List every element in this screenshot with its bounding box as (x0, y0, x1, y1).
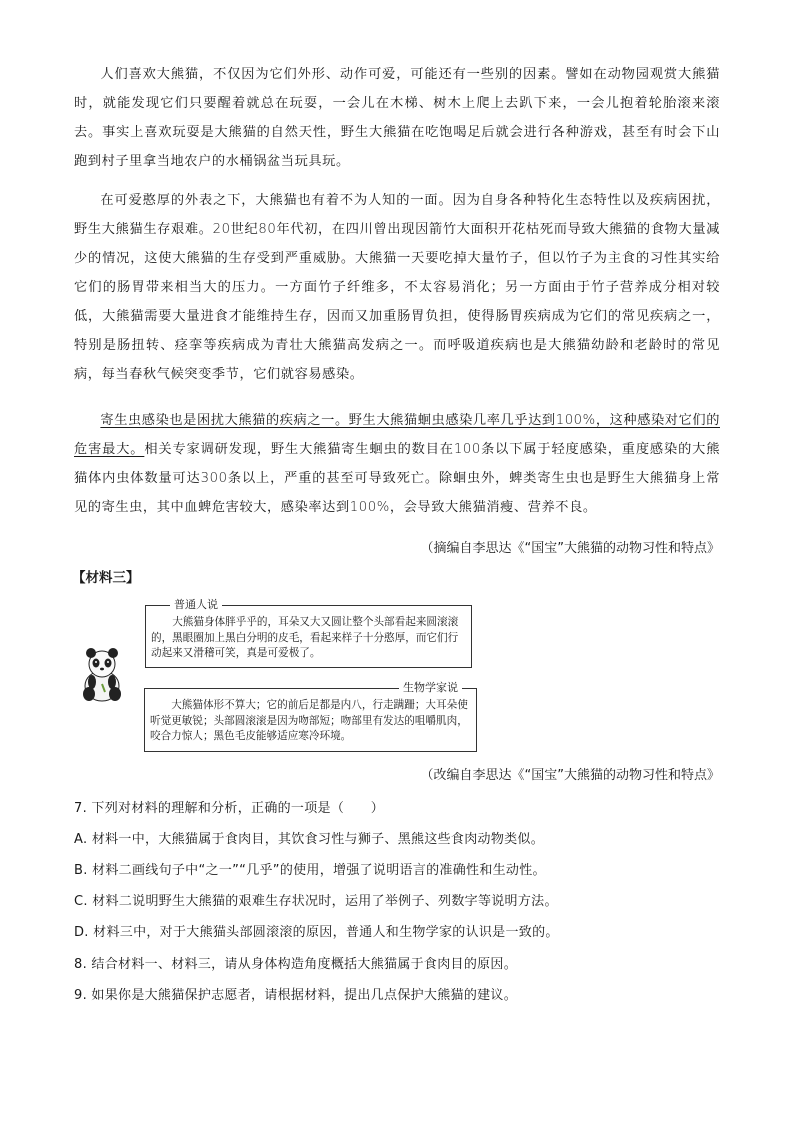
option-b: B. 材料二画线句子中“之一”“几乎”的使用，增强了说明语言的准确性和生动性。 (74, 863, 546, 878)
biologist-box (144, 681, 477, 752)
common-people-label: 普通人说 (170, 597, 222, 613)
option-c: C. 材料二说明野生大熊猫的艰难生存状况时，运用了举例子、列数字等说明方法。 (74, 894, 558, 909)
common-people-text: 大熊猫身体胖乎乎的，耳朵又大又圆让整个头部看起来圆滚滚的，黑眼圈加上黑白分明的皮毛，看起来样子十分憨厚，而它们行动起来又滑稽可笑，真是可爱极了。 (151, 616, 459, 659)
option-d: D. 材料三中，对于大熊猫头部圆滚滚的原因，普通人和生物学家的认识是一致的。 (74, 925, 559, 940)
biologist-text: 大熊猫体形不算大；它的前后足都是内八，行走蹒跚；大耳朵使听觉更敏锐；头部圆滚滚是因为吻部短；吻部里有发达的咀嚼肌肉，咬合力惊人；黑色毛皮能够适应寒冷环境。 (150, 699, 468, 742)
question-8: 8. 结合材料一、材料三，请从身体构造角度概括大熊猫属于食肉目的原因。 (74, 957, 518, 972)
question-7: 7. 下列对材料的理解和分析，正确的一项是（ ） (74, 801, 385, 816)
material3-heading: 【材料三】 (72, 570, 140, 586)
material2-paragraph-3 (74, 406, 720, 522)
underlined-sentence: 寄生虫感染也是困扰大熊猫的疾病之一。野生大熊猫蛔虫感染几率几乎达到100%，这种感染对它们的危害最大。 (74, 413, 720, 457)
biologist-label: 生物学家说 (399, 680, 462, 696)
material2-source: （摘编自李思达《“国宝”大熊猫的动物习性和特点》 (420, 541, 720, 556)
material2-paragraph-2: 在可爱憨厚的外表之下，大熊猫也有着不为人知的一面。因为自身各种特化生态特性以及疾病困扰，野生大熊猫生存艰难。20世纪80年代初，在四川曾出现因箭竹大面积开花枯死而导致大熊猫的食物大量减少的情况，这使大熊猫的生存受到严重威胁。大熊猫一天要吃掉大量竹子，但以竹子为主食的习性其实给它们的肠胃带来相当大的压力。一方面竹子纤维多，不太容易消化；另一方面由于竹子营养成分相对较低，大熊猫需要大量进食才能维持生存，因而又加重肠胃负担，使得肠胃疾病成为它们的常见疾病之一，特别是肠扭转、痉挛等疾病成为青壮大熊猫高发病之一。而呼吸道疾病也是大熊猫幼龄和老龄时的常见病，每当春秋气候突变季节，它们就容易感染。 (74, 193, 720, 382)
option-a: A. 材料一中，大熊猫属于食肉目，其饮食习性与狮子、黑熊这些食肉动物类似。 (74, 832, 545, 847)
question-9: 9. 如果你是大熊猫保护志愿者，请根据材料，提出几点保护大熊猫的建议。 (74, 988, 518, 1003)
material2-paragraph-1: 人们喜欢大熊猫，不仅因为它们外形、动作可爱，可能还有一些别的因素。譬如在动物园观赏大熊猫时，就能发现它们只要醒着就总在玩耍，一会儿在木梯、树木上爬上去趴下来，一会儿抱着轮胎滚来滚去。事实上喜欢玩耍是大熊猫的自然天性，野生大熊猫在吃饱喝足后就会进行各种游戏，甚至有时会下山跑到村子里拿当地农户的水桶锅盆当玩具玩。 (74, 67, 720, 169)
paragraph-3-rest: 相关专家调研发现，野生大熊猫寄生蛔虫的数目在100条以下属于轻度感染，重度感染的大熊猫体内虫体数量可达300条以上，严重的甚至可导致死亡。除蛔虫外，蜱类寄生虫也是野生大熊猫身上常见的寄生虫，其中血蜱危害较大，感染率达到100%，会导致大熊猫消瘦、营养不良。 (74, 442, 720, 515)
material3-source: （改编自李思达《“国宝”大熊猫的动物习性和特点》 (420, 768, 720, 783)
common-people-box (145, 598, 472, 668)
panda-icon (78, 648, 126, 704)
